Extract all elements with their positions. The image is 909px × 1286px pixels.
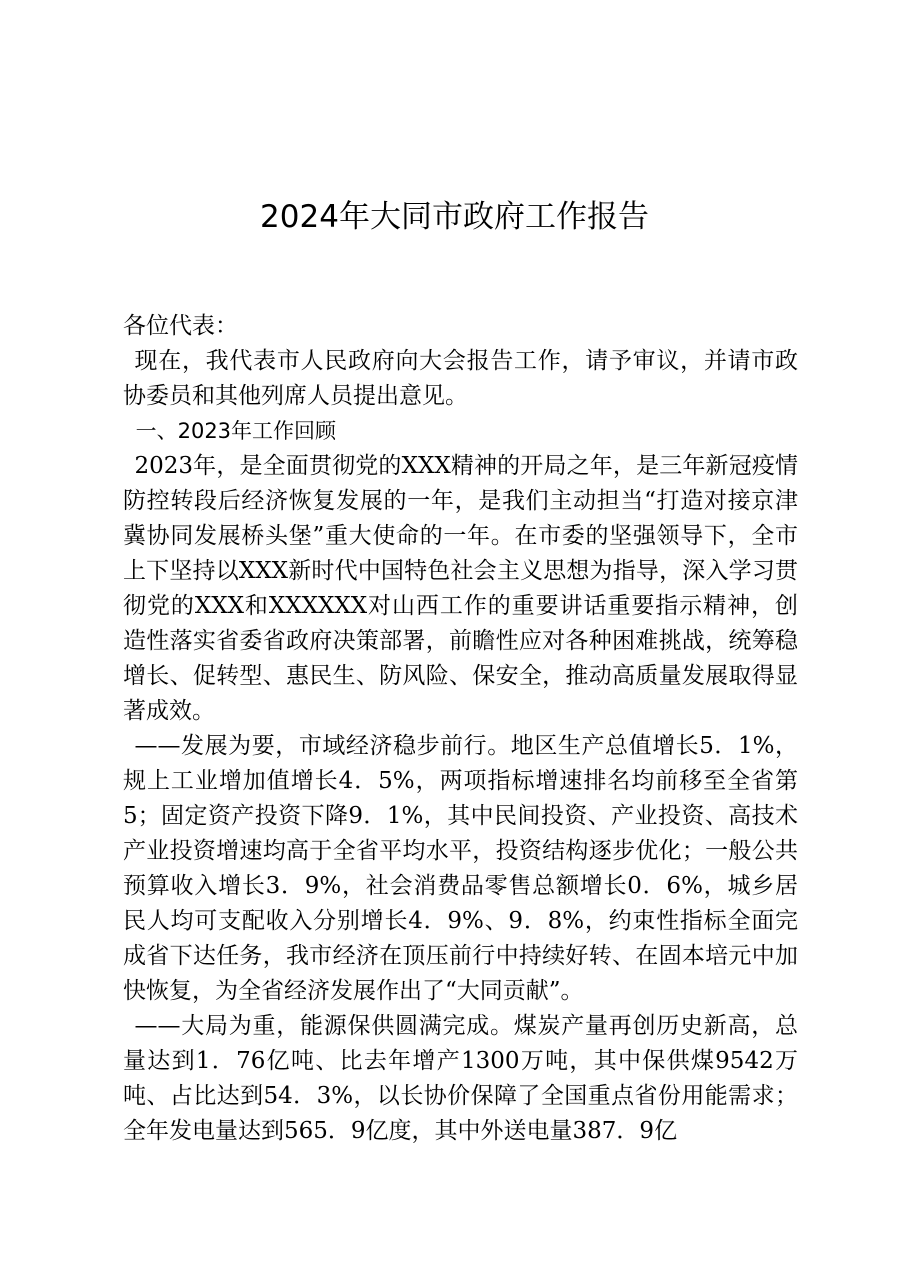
paragraph-economy: ——发展为要，市域经济稳步前行。地区生产总值增长5．1%，规上工业增加值增长4．5%，两项指标增速排名均前移至全省第5；固定资产投资下降9．1%，其中民间投资、产业投资、高技术产业投资增速均高于全省平均水平，投资结构逐步优化；一般公共预算收入增长3．9%，社会消费品零售总额增长0．6%，城乡居民人均可支配收入分别增长4．9%、9．8%，约束性指标全面完成省下达任务，我市经济在顶压前行中持续好转、在固本培元中加快恢复，为全省经济发展作出了“大同贡献”。 <box>123 733 798 1004</box>
paragraph-overview: 2023年，是全面贯彻党的XXX精神的开局之年，是三年新冠疫情防控转段后经济恢复发展的一年，是我们主动担当“打造对接京津冀协同发展桥头堡”重大使命的一年。在市委的坚强领导下，全市上下坚持以XXX新时代中国特色社会主义思想为指导，深入学习贯彻党的XXX和XXXXXX对山西工作的重要讲话重要指示精神，创造性落实省委省政府决策部署，前瞻性应对各种困难挑战，统筹稳增长、促转型、惠民生、防风险、保安全，推动高质量发展取得显著成效。 <box>123 453 798 724</box>
document-title: 2024年大同市政府工作报告 <box>260 199 649 235</box>
document-body <box>123 309 798 1149</box>
intro-paragraph: 现在，我代表市人民政府向大会报告工作，请予审议，并请市政协委员和其他列席人员提出意见。 <box>123 348 798 409</box>
section-heading: 一、2023年工作回顾 <box>135 419 337 443</box>
greeting: 各位代表： <box>123 313 238 339</box>
paragraph-energy: ——大局为重，能源保供圆满完成。煤炭产量再创历史新高，总量达到1．76亿吨、比去年增产1300万吨，其中保供煤9542万吨、占比达到54．3%，以长协价保障了全国重点省份用能需求；全年发电量达到565．9亿度，其中外送电量387．9亿 <box>123 1013 798 1144</box>
